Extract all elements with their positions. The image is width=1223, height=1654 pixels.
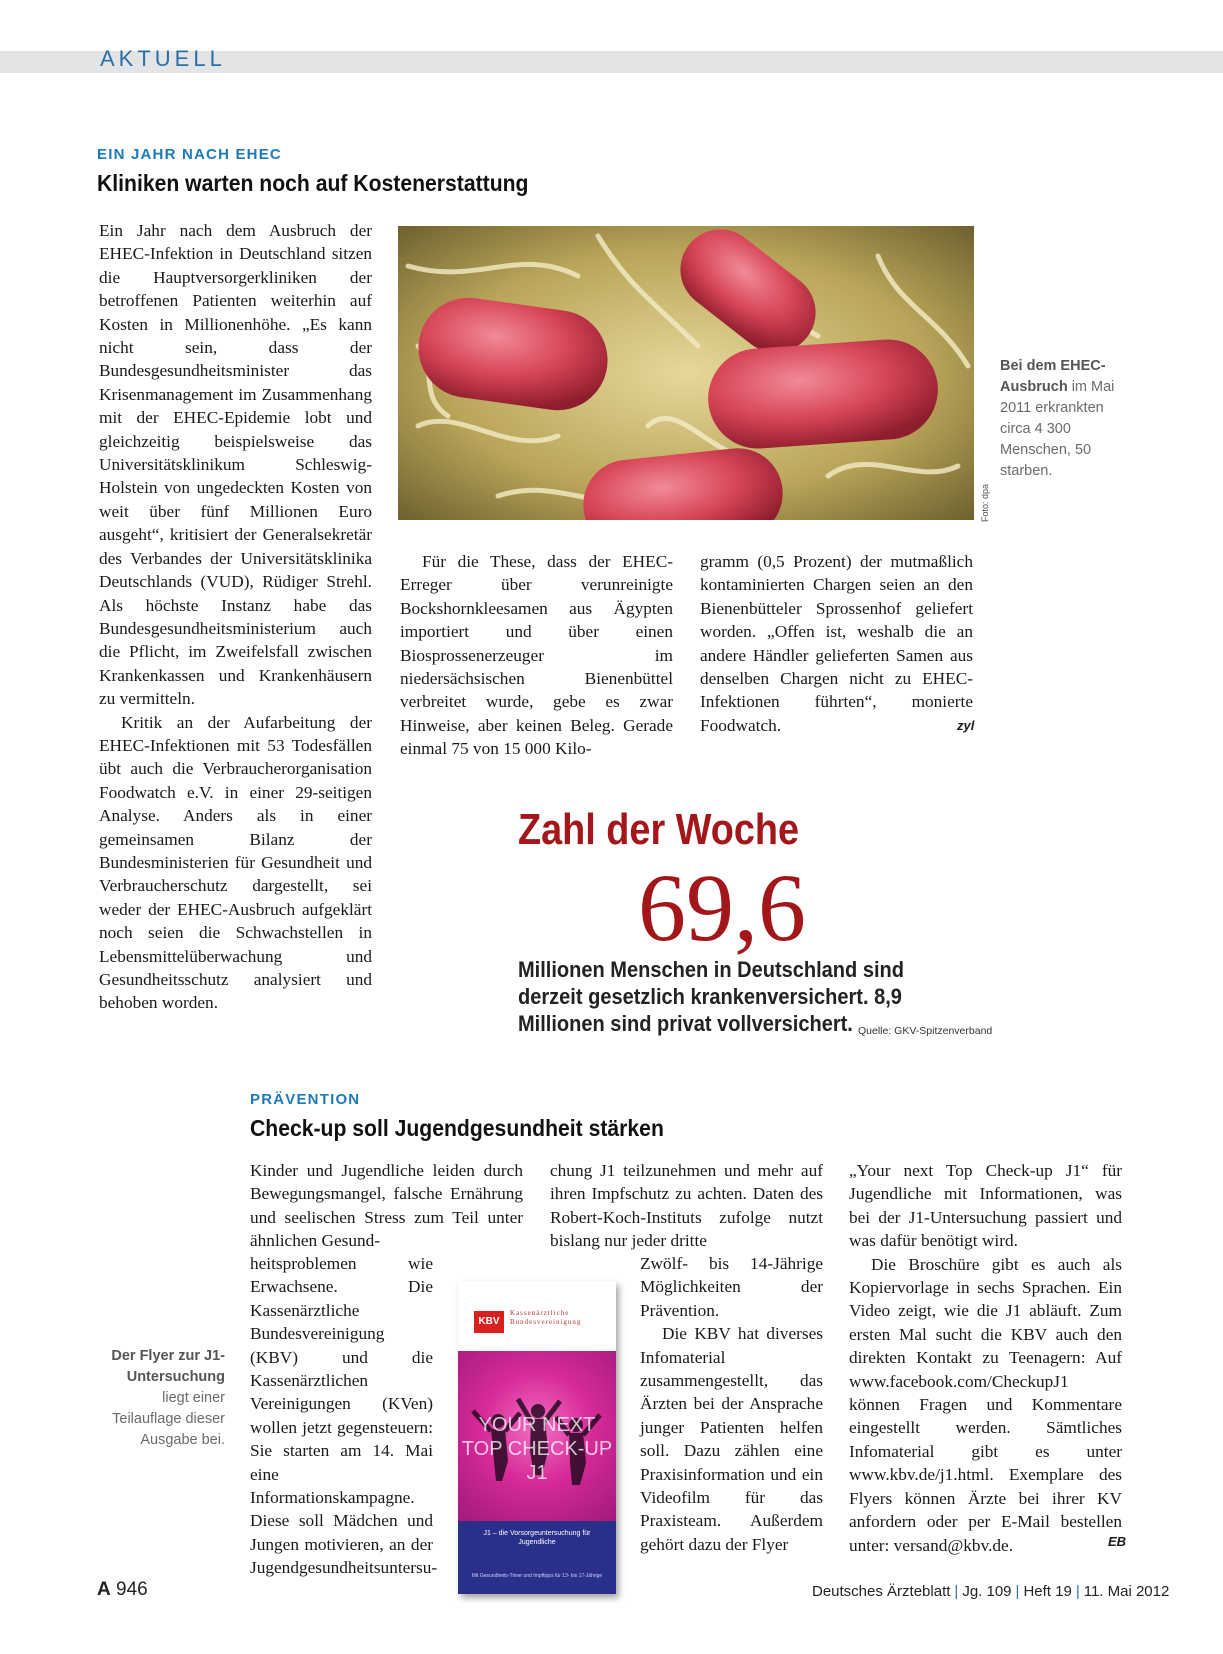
photo-credit: Foto: dpa [980,483,990,522]
zahl-der-woche-number: 69,6 [638,854,806,961]
journal-date: 11. Mai 2012 [1083,1583,1170,1600]
flyer-caption [100,1346,225,1451]
photo-caption-text: im Mai 2011 erkrankten circa 4 300 Menschen, 50 starben. [1000,379,1115,479]
footer-separator: | [1075,1583,1080,1600]
article2-column-2-top [550,1159,823,1253]
flyer-header [458,1281,616,1351]
zahl-der-woche-title: Zahl der Woche [518,805,800,854]
flyer-caption-bold: Der Flyer zur J1-Untersuchung [111,1348,225,1385]
section-label: AKTUELL [100,46,226,71]
flyer-subtitle: J1 – die Vorsorgeuntersuchung für Jugendliche [483,1530,591,1546]
article1-column-1 [99,219,372,1015]
zahl-der-woche-text: Millionen Menschen in Deutschland sind derzeit gesetzlich krankenversichert. 8,9 Millionen sind privat vollversichert. [518,957,904,1036]
footer-separator: | [1015,1583,1020,1600]
article2-col1-bottom-para: heitsproblemen wie Erwachsene. Die Kassenärztliche Bundesvereinigung (KBV) und die Kassenärztlichen Vereinigungen (KVen) wollen jetzt gegensteuern: Sie starten am 14. Mai eine Informationskampagne. Diese soll Mädchen und Jungen motivieren, an der Jugendgesundheitsuntersu- [250,1254,438,1578]
article2-col3-para-1: „Your next Top Check-up J1“ für Jugendliche mit Informationen, was bei der J1-Untersuchung passiert und was dafür benötigt wird. [849,1161,1122,1251]
flyer-title: YOUR NEXT TOP CHECK-UP J1 [461,1414,613,1484]
article1-column-3 [700,550,973,737]
flyer-caption-text: liegt einer Teilauflage dieser Ausgabe bei. [112,1390,225,1448]
article1-col2-para: Für die These, dass der EHEC-Erreger über verunreinigte Bockshornkleesamen aus Ägypten importiert und über einen Biosprossenerzeuger im niedersächsischen Bienenbüttel verbreitet wurde, gebe es zwar Hinweise, aber keinen Beleg. Gerade einmal 75 von 15 000 Kilo- [400,552,673,759]
article2-headline: Check-up soll Jugendgesundheit stärken [250,1115,664,1141]
photo-caption-bold: Bei dem EHEC-Ausbruch [1000,358,1106,395]
article1-signature: zyl [957,718,975,733]
article2-col2-bottom-para-2: Die KBV hat diverses Infomaterial zusammengestellt, das Ärzten bei der Ansprache junger Patienten helfen soll. Dazu zählen eine Praxisinformation und ein Videofilm für das Praxisteam. Außerdem gehört dazu der Flyer [640,1324,823,1554]
journal-issue: Heft 19 [1023,1583,1072,1600]
footer-separator: | [954,1583,959,1600]
article2-column-3 [849,1159,1122,1557]
article1-col3-para: gramm (0,5 Prozent) der mutmaßlich kontaminierten Chargen seien an den Bienenbütteler Sprossenhof geliefert worden. „Offen ist, weshalb die an andere Händler gelieferten Samen aus denselben Chargen nicht zu EHEC-Infektionen führten“, monierte Foodwatch. [700,552,973,735]
journal-footer [812,1583,1169,1600]
journal-volume: Jg. 109 [962,1583,1012,1600]
page-prefix: A [97,1579,111,1600]
flyer-body [458,1351,616,1521]
j1-flyer-image [458,1281,616,1594]
page-number [97,1579,148,1601]
zahl-der-woche-source: Quelle: GKV-Spitzenverband [858,1025,993,1037]
article1-col1-para-2: Kritik an der Aufarbeitung der EHEC-Infektionen mit 53 Todesfällen übt auch die Verbraucherorganisation Foodwatch e.V. in einer 29-seitigen Analyse. Anders als in einer gemeinsamen Bilanz der Bundesministerien für Gesundheit und Verbraucherschutz dargestellt, sei weder der EHEC-Ausbruch aufgeklärt noch seien die Schwachstellen in Lebensmittelüberwachung und Gesundheitsschutz analysiert und behoben worden. [99,712,372,1013]
article2-signature: EB [1108,1534,1127,1549]
photo-caption [1000,356,1120,482]
article2-column-2-bottom [640,1252,823,1556]
flyer-smallprint: Mit Gesundheits-Timer und Impftipps für 13- bis 17-Jährige [471,1573,603,1579]
article2-col2-bottom-para-1: Zwölf- bis 14-Jährige Möglichkeiten der Prävention. [640,1254,823,1320]
page-number-value: 946 [116,1579,148,1600]
article1-col1-para-1: Ein Jahr nach dem Ausbruch der EHEC-Infektion in Deutschland sitzen die Hauptversorgerkliniken der betroffenen Patienten weiterhin auf Kosten in Millionenhöhe. „Es kann nicht sein, dass der Bundesgesundheitsminister das Krisenmanagement im Zusammenhang mit der EHEC-Epidemie lobt und gleichzeitig beispielsweise das Universitätsklinikum Schleswig-Holstein von ungedeckten Kosten von weit über fünf Millionen Euro ausgeht“, kritisiert der Generalsekretär des Verbandes der Universitätsklinika Deutschlands (VUD), Rüdiger Strehl. Als höchste Instanz habe das Bundesgesundheitsministerium auch die Pflicht, im Zweifelsfall zwischen Krankenkassen und Krankenhäusern zu vermitteln. [99,221,372,709]
article1-kicker: EIN JAHR NACH EHEC [97,146,282,163]
article2-column-1-bottom [250,1252,438,1580]
article1-headline: Kliniken warten noch auf Kostenerstattung [97,170,529,196]
flyer-footer [458,1521,616,1594]
article2-col1-top-para: Kinder und Jugendliche leiden durch Bewegungsmangel, falsche Ernährung und seelischen Stress zum Teil unter ähnlichen Gesund- [250,1161,523,1251]
journal-name: Deutsches Ärzteblatt [812,1583,951,1600]
kbv-org-name: Kassenärztliche Bundesvereinigung [510,1309,582,1326]
article2-column-1-top [250,1159,523,1253]
article1-column-2 [400,550,673,761]
kbv-logo: KBV [474,1311,504,1333]
article2-kicker: PRÄVENTION [250,1091,361,1108]
article2-col3-para-2: Die Broschüre gibt es auch als Kopiervorlage in sechs Sprachen. Ein Video zeigt, wie die J1 abläuft. Zum ersten Mal sucht die KBV auch den direkten Kontakt zu Teenagern: Auf www.facebook.com/CheckupJ1 können Fragen und Kommentare eingestellt werden. Sämtliches Infomaterial gibt es unter www.kbv.de/j1.html. Exemplare des Flyers können Ärzte bei ihrer KV anfordern oder per E-Mail bestellen unter: versand@kbv.de. [849,1254,1122,1555]
article2-col2-top-para: chung J1 teilzunehmen und mehr auf ihren Impfschutz zu achten. Daten des Robert-Koch-Instituts zufolge nutzt bislang nur jeder dritte [550,1161,823,1251]
ehec-bacteria-photo [398,226,974,520]
